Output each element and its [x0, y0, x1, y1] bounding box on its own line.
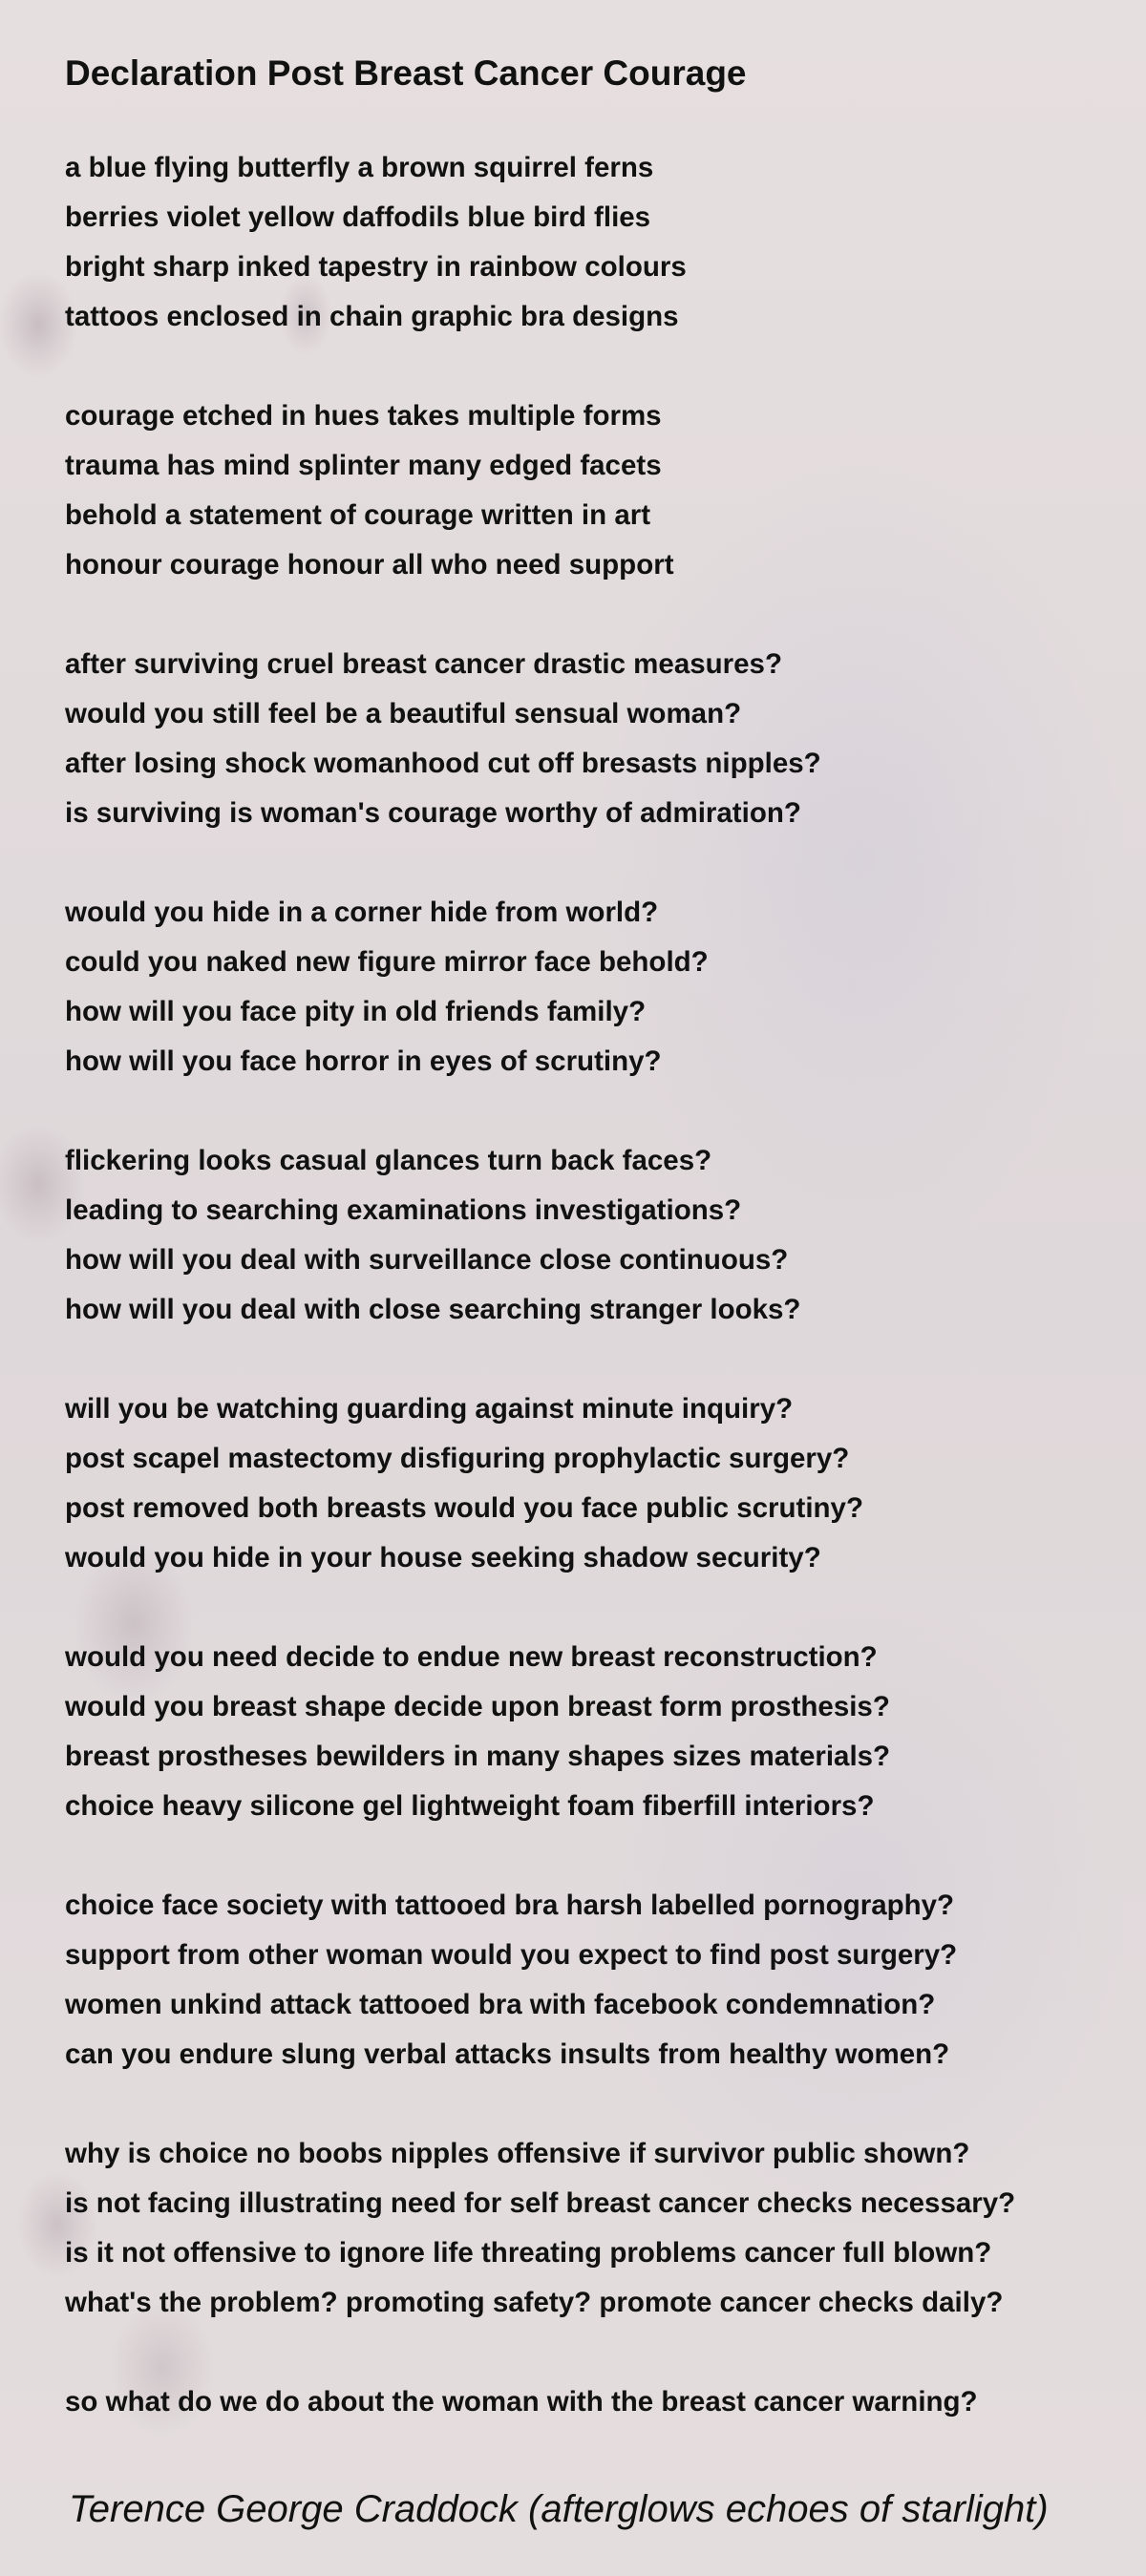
poem-line: is it not offensive to ignore life threating problems cancer full blown?	[65, 2237, 992, 2269]
poem-line: could you naked new figure mirror face behold?	[65, 946, 709, 978]
poem-line: how will you face pity in old friends family?	[65, 996, 647, 1027]
poem-line: how will you deal with surveillance close continuous?	[65, 1244, 789, 1276]
poem-line: choice heavy silicone gel lightweight foam fiberfill interiors?	[65, 1790, 875, 1822]
poem-line: can you endure slung verbal attacks insults from healthy women?	[65, 2038, 950, 2070]
stanza-7	[65, 1633, 1015, 1831]
poem-line: women unkind attack tattooed bra with facebook condemnation?	[65, 1989, 936, 2020]
poem-line: is not facing illustrating need for self breast cancer checks necessary?	[65, 2187, 1016, 2219]
poem-line: behold a statement of courage written in art	[65, 499, 651, 531]
poem-line: support from other woman would you expect to find post surgery?	[65, 1939, 958, 1971]
poem-line: tattoos enclosed in chain graphic bra designs	[65, 301, 679, 332]
poem-line: would you need decide to endue new breast reconstruction?	[65, 1641, 878, 1673]
poem-line: honour courage honour all who need support	[65, 549, 674, 581]
poem-line: why is choice no boobs nipples offensive if survivor public shown?	[65, 2138, 970, 2169]
stanza-4	[65, 888, 1015, 1087]
poem-line: after surviving cruel breast cancer drastic measures?	[65, 648, 782, 680]
poem-body	[65, 143, 1015, 2477]
poem-line: choice face society with tattooed bra harsh labelled pornography?	[65, 1890, 955, 1921]
stanza-1	[65, 143, 1015, 342]
poem-line: post removed both breasts would you face public scrutiny?	[65, 1492, 863, 1524]
poem-title: Declaration Post Breast Cancer Courage	[65, 53, 747, 93]
poem-line: breast prostheses bewilders in many shapes sizes materials?	[65, 1741, 891, 1772]
poem-line: a blue flying butterfly a brown squirrel ferns	[65, 152, 654, 183]
poem-line: so what do we do about the woman with the breast cancer warning?	[65, 2386, 978, 2418]
poem-line: would you breast shape decide upon breast form prosthesis?	[65, 1691, 890, 1722]
stanza-6	[65, 1384, 1015, 1583]
stanza-5	[65, 1136, 1015, 1335]
poem-line: after losing shock womanhood cut off bresasts nipples?	[65, 748, 821, 779]
poem-line: courage etched in hues takes multiple forms	[65, 400, 662, 432]
poem-line: would you hide in a corner hide from world?	[65, 897, 659, 928]
poem-line: trauma has mind splinter many edged facets	[65, 450, 662, 481]
poem-line: would you hide in your house seeking shadow security?	[65, 1542, 821, 1573]
stanza-8	[65, 1881, 1015, 2080]
stanza-10	[65, 2377, 1015, 2427]
poem-line: bright sharp inked tapestry in rainbow colours	[65, 251, 687, 283]
author-signature: Terence George Craddock (afterglows echoes of starlight)	[69, 2488, 1049, 2530]
poem-line: how will you face horror in eyes of scrutiny?	[65, 1045, 662, 1077]
poem-line: flickering looks casual glances turn back faces?	[65, 1145, 712, 1176]
stanza-9	[65, 2129, 1015, 2328]
poem-line: will you be watching guarding against minute inquiry?	[65, 1393, 794, 1425]
poem-line: is surviving is woman's courage worthy of admiration?	[65, 797, 801, 829]
poem-line: how will you deal with close searching stranger looks?	[65, 1294, 801, 1325]
poem-line: would you still feel be a beautiful sensual woman?	[65, 698, 742, 729]
poem-line: post scapel mastectomy disfiguring prophylactic surgery?	[65, 1443, 850, 1474]
stanza-3	[65, 640, 1015, 838]
poem-line: leading to searching examinations investigations?	[65, 1194, 742, 1226]
stanza-2	[65, 391, 1015, 590]
poem-line: berries violet yellow daffodils blue bird flies	[65, 201, 651, 233]
poem-line: what's the problem? promoting safety? promote cancer checks daily?	[65, 2287, 1004, 2318]
